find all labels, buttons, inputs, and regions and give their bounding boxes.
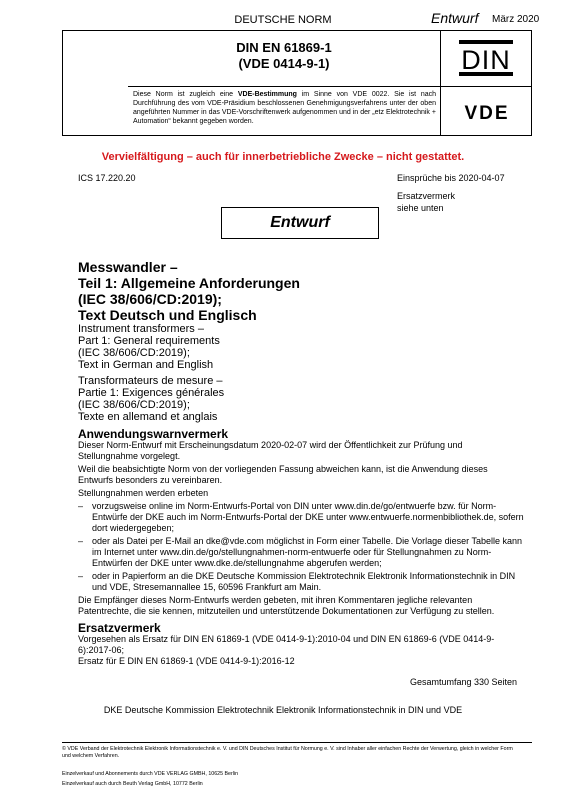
title-fr-line: Partie 1: Exigences générales	[78, 387, 225, 399]
issue-date: März 2020	[492, 14, 540, 25]
vde-number: (VDE 0414-9-1)	[238, 56, 330, 71]
title-de-line: Text Deutsch und Englisch	[78, 307, 257, 323]
ics-code: ICS 17.220.20	[78, 173, 136, 183]
title-en-line: Text in German and English	[78, 359, 214, 371]
draft-label: Entwurf	[431, 10, 479, 26]
comment-option-item	[78, 571, 524, 593]
dash-bullet: –	[78, 536, 84, 546]
norm-type-label: DEUTSCHE NORM	[234, 14, 332, 26]
application-warning-heading: Anwendungswarnvermerk	[78, 427, 229, 441]
dke-line: DKE Deutsche Kommission Elektrotechnik Elektronik Informationstechnik in DIN und VDE	[103, 705, 463, 715]
comment-option-text: vorzugsweise online im Norm-Entwurfs-Portal von DIN unter www.din.de/go/entwuerfe bzw. für Norm-Entwürfe der DKE auch im Norm-Entwurfs-Portal der DKE unter www.entwuerfe.normenbibliothek.de, sofern dort wiedergegeben;	[92, 501, 524, 533]
application-warning-body	[78, 440, 524, 617]
comment-option-item	[78, 501, 524, 534]
vde-logo	[452, 102, 522, 122]
title-english	[78, 323, 498, 371]
title-german	[78, 259, 498, 323]
standard-number: DIN EN 61869-1	[236, 40, 332, 55]
frame-divider-vertical	[440, 30, 441, 136]
din-logo-text: DIN	[461, 45, 511, 75]
vde-notice	[133, 90, 436, 126]
warning-paragraph: Stellungnahmen werden erbeten	[78, 488, 209, 498]
title-en-line: Instrument transformers –	[78, 323, 204, 335]
replacement-heading: Ersatzvermerk	[78, 621, 161, 635]
frame-divider-horizontal	[128, 86, 532, 87]
standard-designation	[128, 40, 440, 72]
draft-box: Entwurf	[221, 207, 379, 239]
dash-bullet: –	[78, 501, 84, 511]
title-fr-line: Transformateurs de mesure –	[78, 375, 223, 387]
copyright-notice: © VDE Verband der Elektrotechnik Elektronik Informationstechnik e. V. und DIN Deutsches Institut für Normung e. V. sind Inhaber aller einfachen Rechte der Verwertung, gleich in welcher Form und welchem Verfahren.	[62, 746, 513, 759]
vde-logo-text: VDE	[464, 103, 510, 122]
sales-info-beuth: Einzelverkauf auch durch Beuth Verlag GmbH, 10772 Berlin	[62, 781, 203, 787]
comment-option-text: oder als Datei per E-Mail an dke@vde.com möglichst in Form einer Tabelle. Die Vorlage dieser Tabelle kann im Internet unter www.din.de/go/stellungnahmen-norm-entwuerfe oder für Stellungnahmen zu Norm-Entwürfen der DKE unter www.dke.de/stellungnahme abgerufen werden;	[92, 536, 523, 568]
comment-option-item	[78, 536, 524, 569]
vde-notice-post: im Sinne von VDE 0022. Sie ist nach Durchführung des vom VDE-Präsidium beschlossenen Genehmigungsverfahrens unter der oben angeführten Nummer in das VDE-Vorschriftenwerk aufgenommen und in der „etz Elektrotechnik + Automation“ bekannt gegeben worden.	[133, 91, 437, 125]
total-pages: Gesamtumfang 330 Seiten	[410, 677, 518, 687]
replacement-note-ref: siehe unten	[397, 203, 444, 213]
title-fr-line: Texte en allemand et anglais	[78, 411, 218, 423]
title-fr-line: (IEC 38/606/CD:2019);	[78, 399, 190, 411]
replacement-body	[78, 634, 524, 667]
title-en-line: Part 1: General requirements	[78, 335, 220, 347]
replacement-paragraph: Ersatz für E DIN EN 61869-1 (VDE 0414-9-1):2016-12	[78, 656, 295, 666]
title-de-line: (IEC 38/606/CD:2019);	[78, 291, 222, 307]
footer-rule	[62, 742, 532, 743]
din-logo	[459, 40, 513, 76]
replacement-note-label: Ersatzvermerk	[397, 191, 456, 201]
dash-bullet: –	[78, 571, 84, 581]
title-en-line: (IEC 38/606/CD:2019);	[78, 347, 190, 359]
warning-paragraph: Dieser Norm-Entwurf mit Erscheinungsdatum 2020-02-07 wird der Öffentlichkeit zur Prüfung und Stellungnahme vorgelegt.	[78, 440, 463, 461]
warning-paragraph: Weil die beabsichtigte Norm von der vorliegenden Fassung abweichen kann, ist die Anwendung dieses Entwurfs besonders zu vereinbaren.	[78, 464, 488, 485]
title-french	[78, 375, 498, 423]
title-de-line: Teil 1: Allgemeine Anforderungen	[78, 275, 300, 291]
replacement-paragraph: Vorgesehen als Ersatz für DIN EN 61869-1 (VDE 0414-9-1):2010-04 und DIN EN 61869-6 (VDE 0414-9-6):2017-06;	[78, 634, 495, 655]
objection-deadline: Einsprüche bis 2020-04-07	[397, 173, 505, 183]
title-de-line: Messwandler –	[78, 259, 178, 275]
reproduction-notice: Vervielfältigung – auch für innerbetriebliche Zwecke – nicht gestattet.	[101, 151, 465, 163]
vde-notice-bold: VDE-Bestimmung	[237, 91, 297, 98]
sales-info-vde: Einzelverkauf und Abonnements durch VDE VERLAG GMBH, 10625 Berlin	[62, 771, 239, 777]
comment-option-text: oder in Papierform an die DKE Deutsche Kommission Elektrotechnik Elektronik Informationstechnik in DIN und VDE, Stresemannallee 15, 60596 Frankfurt am Main.	[92, 571, 516, 592]
warning-paragraph: Die Empfänger dieses Norm-Entwurfs werden gebeten, mit ihren Kommentaren jegliche relevanten Patentrechte, die sie kennen, mitzuteilen und unterstützende Dokumentationen zur Verfügung zu stellen.	[78, 595, 495, 616]
vde-notice-pre: Diese Norm ist zugleich eine	[133, 91, 238, 98]
